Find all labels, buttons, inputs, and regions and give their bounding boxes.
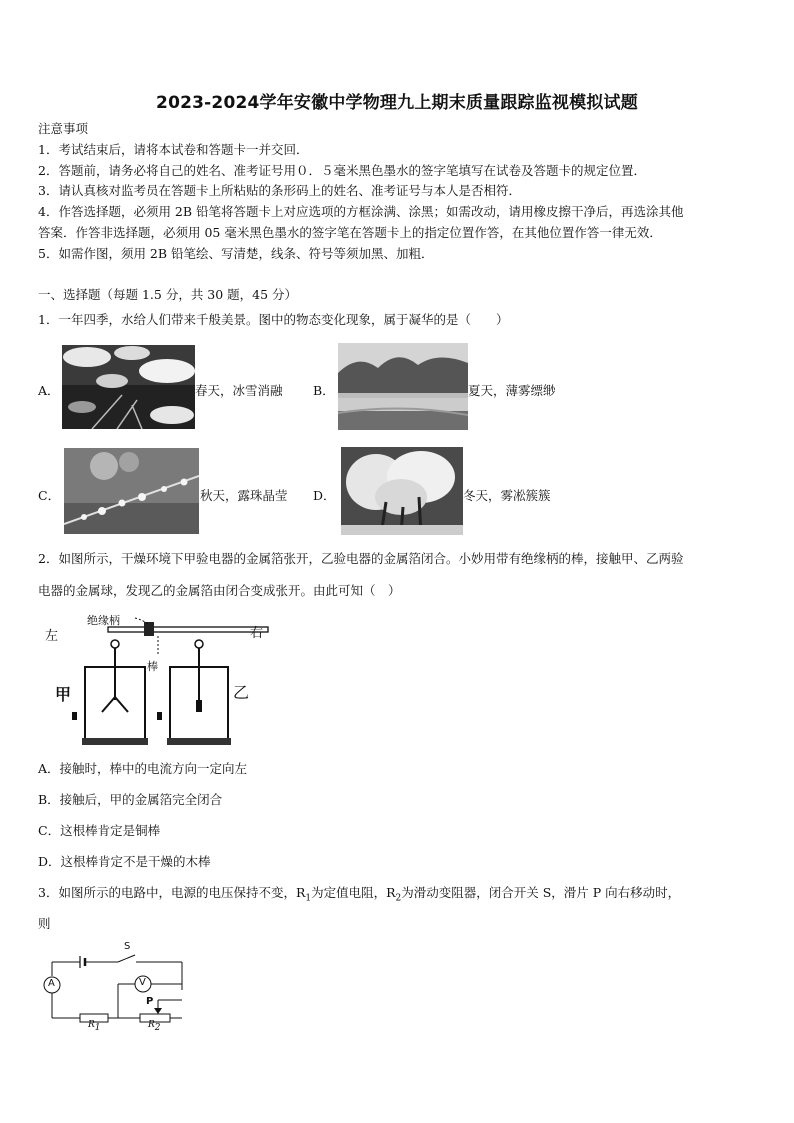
option-b-label: B． [313,383,335,398]
r1-letter: R [88,1020,95,1030]
notice-item: 4．作答选择题，必须用 2B 铅笔将答题卡上对应选项的方框涂满、涂黑；如需改动，请用橡皮擦干净后，再选涂其他 [38,204,684,219]
notice-item: 2．答题前，请务必将自己的姓名、准考证号用０．５毫米黑色墨水的签字笔填写在试卷及答题卡的规定位置． [38,163,646,178]
photo-mist-river [338,343,468,430]
q2-option-c: C．这根棒肯定是铜棒 [38,823,161,838]
option-a-text: 春天，冰雪消融 [195,383,283,398]
q3-stem-part: 为滑动变阻器，闭合开关 S，滑片 P 向右移动时， [401,885,681,900]
label-yi: 乙 [233,683,250,702]
voltmeter-label: V [139,977,146,988]
option-a-label: A． [38,383,60,398]
r2-label [148,1020,161,1033]
notice-item: 5．如需作图，须用 2B 铅笔绘、写清楚，线条、符号等须加黑、加粗． [38,246,434,261]
option-c-text: 秋天，露珠晶莹 [200,488,288,503]
photo-dew-drops [64,448,199,534]
section-heading: 一、选择题（每题 1.5 分，共 30 题，45 分） [38,287,298,302]
q2-option-b: B．接触后，甲的金属箔完全闭合 [38,792,223,807]
q2-option-d: D．这根棒肯定不是干燥的木棒 [38,854,211,869]
r2-letter: R [148,1020,155,1030]
question-3-stem-cont: 则 [38,916,51,931]
label-rod: 棒 [147,660,158,673]
electroscope-figure [40,612,280,752]
notice-heading: 注意事项 [38,121,89,136]
notice-item: 1．考试结束后，请将本试卷和答题卡一并交回． [38,142,309,157]
ammeter-label: A [48,978,55,989]
question-3-stem [38,885,680,907]
label-handle: 绝缘柄 [87,614,120,627]
switch-label: S [124,941,131,952]
r1-sub: 1 [94,1022,101,1033]
notice-item: 3．请认真核对监考员在答题卡上所粘贴的条形码上的姓名、准考证号与本人是否相符． [38,183,521,198]
circuit-diagram [40,940,190,1032]
q2-option-a: A．接触时，棒中的电流方向一定向左 [38,761,248,776]
notice-item: 答案．作答非选择题，必须用 05 毫米黑色墨水的签字笔在答题卡上的指定位置作答，在其他位置作答一律无效． [38,225,662,240]
option-b-text: 夏天，薄雾缥缈 [468,383,556,398]
q3-stem-part: 3．如图所示的电路中，电源的电压保持不变，R [38,885,306,900]
option-d-label: D． [313,488,336,503]
r2-sub: 2 [154,1022,161,1033]
r1-label [88,1020,101,1033]
photo-rime-trees [341,447,463,535]
page-title: 2023-2024学年安徽中学物理九上期末质量跟踪监视模拟试题 [156,93,638,113]
r2-subscript: 2 [395,893,402,904]
label-left: 左 [45,629,59,644]
q3-stem-part: 为定值电阻，R [311,885,396,900]
question-1-stem: 1．一年四季，水给人们带来千般美景。图中的物态变化现象，属于凝华的是（ ） [38,312,509,327]
option-d-text: 冬天，雾凇簇簇 [463,488,551,503]
r1-subscript: 1 [305,893,312,904]
option-c-label: C． [38,488,61,503]
question-2-stem-cont: 电器的金属球，发现乙的金属箔由闭合变成张开。由此可知（ ） [38,583,401,598]
label-jia: 甲 [55,685,72,704]
slider-label: P [146,996,154,1007]
label-right: 右 [250,626,264,641]
question-2-stem: 2．如图所示，干燥环境下甲验电器的金属箔张开，乙验电器的金属箔闭合。小妙用带有绝缘柄的棒，接触甲、乙两验 [38,551,684,566]
photo-snow-melting [62,345,195,429]
